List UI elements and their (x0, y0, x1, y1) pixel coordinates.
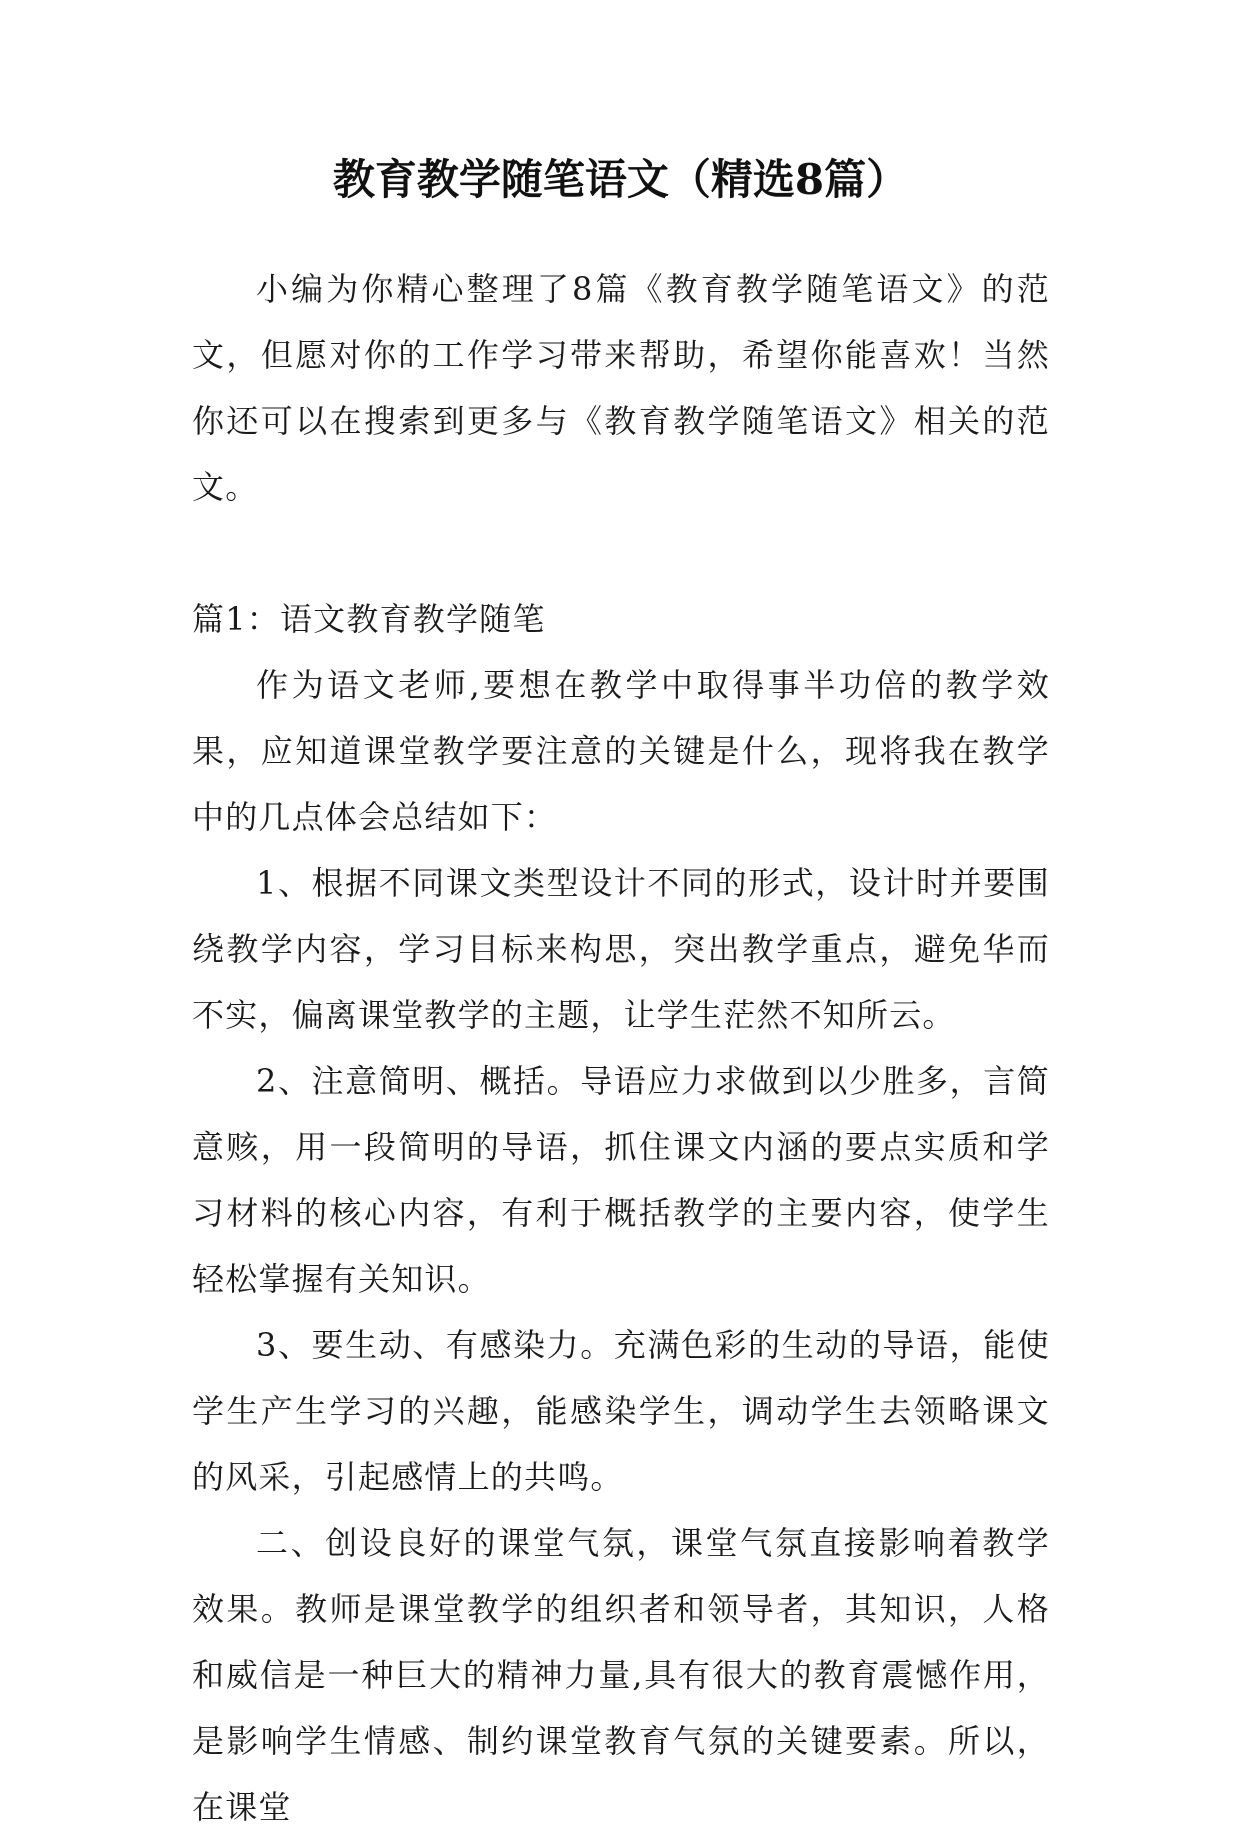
body-paragraph: 1、根据不同课文类型设计不同的形式，设计时并要围绕教学内容，学习目标来构思，突出教学重点，避免华而不实，偏离课堂教学的主题，让学生茫然不知所云。 (192, 864, 1050, 1034)
section-heading: 篇1：语文教育教学随笔 (192, 600, 546, 638)
document-title: 教育教学随笔语文（精选8篇） (332, 155, 909, 204)
body-paragraph: 2、注意简明、概括。导语应力求做到以少胜多，言简意赅，用一段简明的导语，抓住课文内涵的要点实质和学习材料的核心内容，有利于概括教学的主要内容，使学生轻松掌握有关知识。 (192, 1062, 1050, 1298)
intro-paragraph: 小编为你精心整理了8篇《教育教学随笔语文》的范文，但愿对你的工作学习带来帮助，希望你能喜欢！当然你还可以在搜索到更多与《教育教学随笔语文》相关的范文。 (192, 270, 1050, 506)
body-paragraph: 作为语文老师,要想在教学中取得事半功倍的教学效果，应知道课堂教学要注意的关键是什么，现将我在教学中的几点体会总结如下： (192, 666, 1050, 836)
paragraph-gap (192, 520, 1050, 586)
body-paragraph: 3、要生动、有感染力。充满色彩的生动的导语，能使学生产生学习的兴趣，能感染学生，调动学生去领略课文的风采，引起感情上的共鸣。 (192, 1326, 1050, 1496)
body-paragraph: 二、创设良好的课堂气氛，课堂气氛直接影响着教学效果。教师是课堂教学的组织者和领导者，其知识，人格和威信是一种巨大的精神力量,具有很大的教育震憾作用，是影响学生情感、制约课堂教育气氛的关键要素。所以，在课堂 (192, 1524, 1050, 1826)
document-body (192, 256, 1050, 1840)
